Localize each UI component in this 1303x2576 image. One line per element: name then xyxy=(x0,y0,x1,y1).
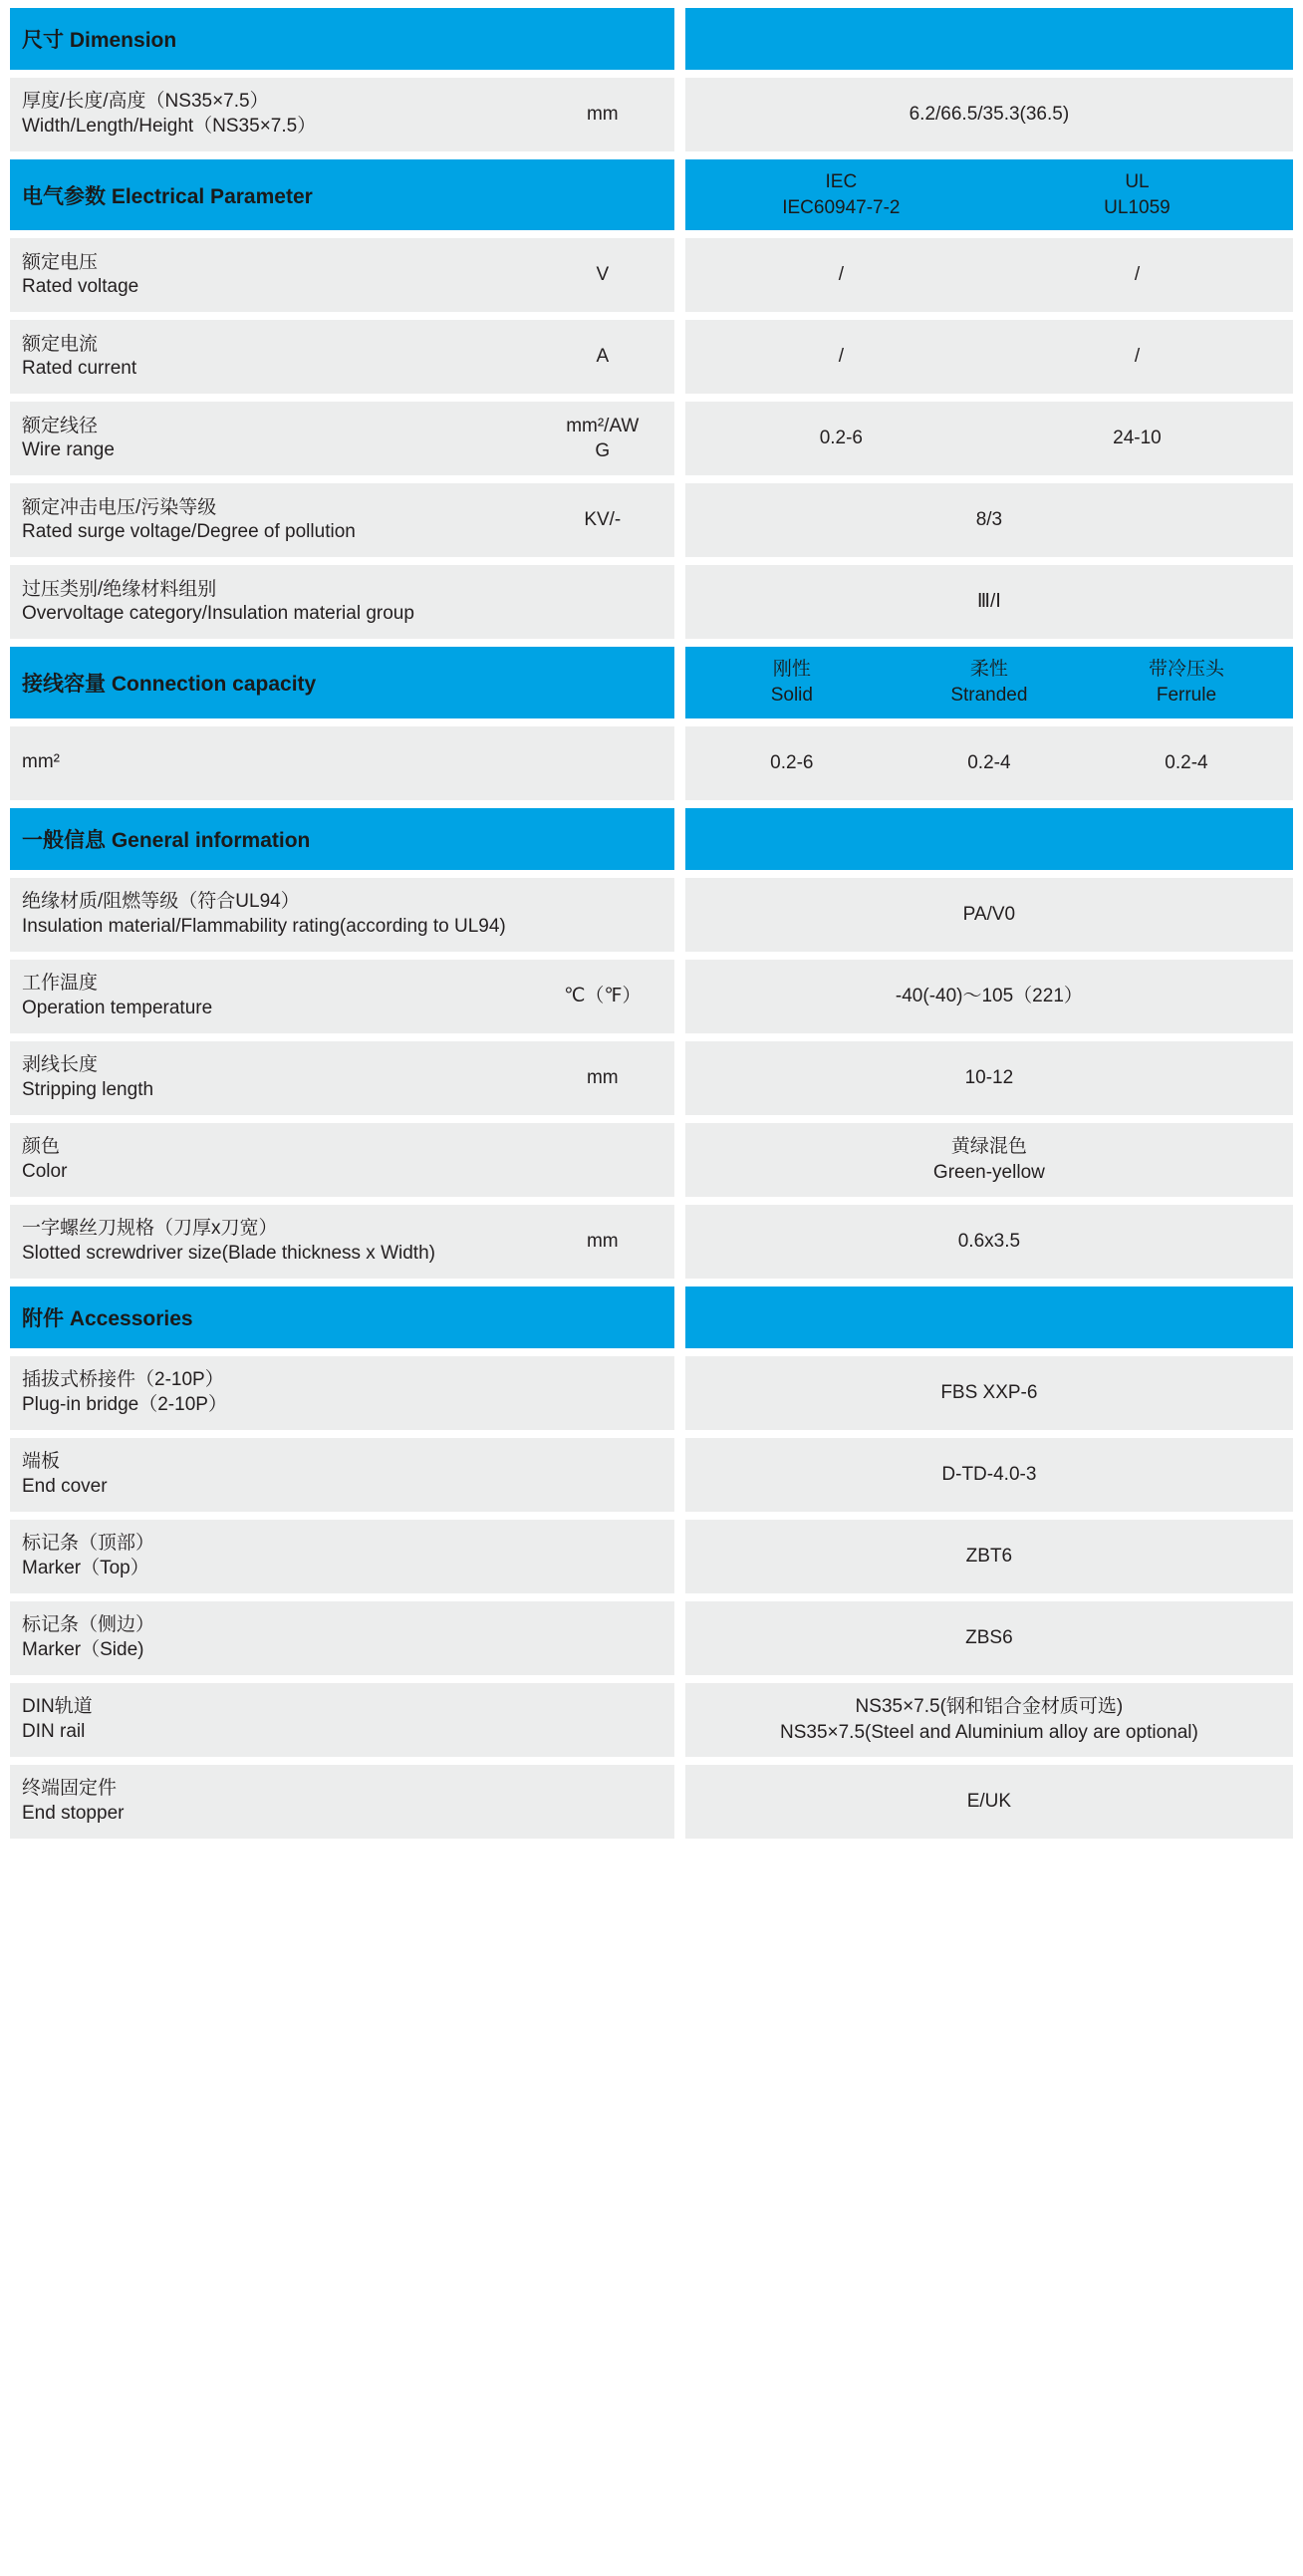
connection-header-ferrule-en: Ferrule xyxy=(1156,684,1217,706)
connection-header-solid-cn: 刚性 xyxy=(772,659,811,681)
row-label-surge-voltage xyxy=(10,483,674,557)
row-value-connection-capacity xyxy=(685,726,1293,800)
row-value-plug-in-bridge xyxy=(685,1356,1293,1430)
row-label-cn: 额定线径 xyxy=(22,415,99,436)
row-label-screwdriver xyxy=(10,1205,674,1279)
connection-header-stranded xyxy=(891,657,1088,708)
row-value: 10-12 xyxy=(964,1066,1014,1088)
connection-header-stranded-cn: 柔性 xyxy=(969,659,1008,681)
table-row xyxy=(10,1438,1293,1512)
section-header-accessories xyxy=(10,1287,1293,1348)
row-label-cn: 额定电流 xyxy=(22,333,99,355)
table-row xyxy=(10,1356,1293,1430)
section-title-electrical: 电气参数 Electrical Parameter xyxy=(10,159,674,230)
table-row xyxy=(10,1601,1293,1675)
row-label-rated-current xyxy=(10,320,674,394)
row-label-cn: 标记条（侧边） xyxy=(22,1613,155,1635)
row-label-color xyxy=(10,1123,674,1197)
row-label-cn: 一字螺丝刀规格（刀厚x刀宽） xyxy=(22,1217,278,1239)
connection-header-solid-en: Solid xyxy=(770,684,813,706)
row-label-din-rail xyxy=(10,1683,674,1757)
row-value: Ⅲ/Ⅰ xyxy=(976,591,1001,613)
row-value-iec: / xyxy=(838,264,844,286)
row-label-en: mm² xyxy=(22,751,60,773)
row-unit: mm xyxy=(586,1066,619,1088)
row-value-marker-top xyxy=(685,1520,1293,1593)
row-unit: ℃（℉） xyxy=(564,985,642,1006)
row-label-cn: 终端固定件 xyxy=(22,1777,118,1799)
standard-ul-code: UL1059 xyxy=(1104,196,1171,218)
row-label-dimension-size xyxy=(10,78,674,151)
row-value-en: NS35×7.5(Steel and Aluminium alloy are optional) xyxy=(779,1721,1198,1743)
standard-iec-name: IEC xyxy=(825,171,858,192)
table-row xyxy=(10,1765,1293,1839)
connection-header-ferrule-cn: 带冷压头 xyxy=(1148,659,1224,681)
row-value-ul: 24-10 xyxy=(1113,428,1162,449)
row-label-cn: 剥线长度 xyxy=(22,1053,99,1075)
row-label-en: Rated voltage xyxy=(22,276,139,298)
row-value-stripping-length xyxy=(685,1041,1293,1115)
row-unit-line1: mm²/AW xyxy=(566,415,640,436)
row-value xyxy=(933,1134,1045,1185)
standard-ul-name: UL xyxy=(1125,171,1150,192)
row-value: 6.2/66.5/35.3(36.5) xyxy=(909,104,1070,126)
row-label-insulation-material xyxy=(10,878,674,952)
standard-iec xyxy=(693,169,989,220)
row-label-cn: 额定电压 xyxy=(22,251,99,273)
section-title-accessories: 附件 Accessories xyxy=(10,1287,674,1348)
row-value-stranded: 0.2-4 xyxy=(967,751,1011,773)
section-header-electrical xyxy=(10,159,1293,230)
connection-headers xyxy=(685,647,1293,717)
row-unit xyxy=(543,414,662,464)
row-value-surge-voltage xyxy=(685,483,1293,557)
row-label-plug-in-bridge xyxy=(10,1356,674,1430)
row-value-rated-current xyxy=(685,320,1293,394)
row-label-en: Marker（Side) xyxy=(22,1638,144,1660)
row-value-end-stopper xyxy=(685,1765,1293,1839)
table-row xyxy=(10,726,1293,800)
standard-iec-code: IEC60947-7-2 xyxy=(782,196,901,218)
section-header-dimension xyxy=(10,8,1293,70)
row-label-marker-side xyxy=(10,1601,674,1675)
row-label-en: DIN rail xyxy=(22,1720,86,1742)
connection-header-ferrule xyxy=(1088,657,1285,708)
row-value: -40(-40)～105（221） xyxy=(895,985,1083,1006)
row-value: E/UK xyxy=(966,1790,1012,1812)
row-value-operation-temperature xyxy=(685,960,1293,1033)
row-label-connection-capacity xyxy=(10,726,674,800)
table-row xyxy=(10,565,1293,639)
row-label-en: Wire range xyxy=(22,439,115,461)
row-label-en: Overvoltage category/Insulation material group xyxy=(22,603,414,625)
section-header-general-right xyxy=(685,808,1293,870)
table-row xyxy=(10,1205,1293,1279)
row-unit: V xyxy=(596,264,610,286)
row-label-operation-temperature xyxy=(10,960,674,1033)
row-label-en: Color xyxy=(22,1160,68,1182)
section-header-accessories-right xyxy=(685,1287,1293,1348)
row-value-screwdriver xyxy=(685,1205,1293,1279)
row-value: ZBS6 xyxy=(965,1626,1013,1648)
row-label-en: Width/Length/Height（NS35×7.5） xyxy=(22,116,317,137)
row-label-cn: 插拔式桥接件（2-10P） xyxy=(22,1368,224,1390)
row-label-wire-range xyxy=(10,402,674,475)
row-value-marker-side xyxy=(685,1601,1293,1675)
row-label-cn: 工作温度 xyxy=(22,972,99,994)
row-label-en: Rated surge voltage/Degree of pollution xyxy=(22,521,356,543)
section-header-connection xyxy=(10,647,1293,717)
row-label-rated-voltage xyxy=(10,238,674,312)
row-value-cn: NS35×7.5(钢和铝合金材质可选) xyxy=(855,1695,1124,1717)
row-label-cn: 颜色 xyxy=(22,1135,61,1157)
table-row xyxy=(10,402,1293,475)
standard-ul xyxy=(989,169,1285,220)
table-row xyxy=(10,1683,1293,1757)
connection-header-stranded-en: Stranded xyxy=(950,684,1028,706)
row-label-en: Rated current xyxy=(22,358,137,380)
row-label-marker-top xyxy=(10,1520,674,1593)
row-label-en: Plug-in bridge（2-10P） xyxy=(22,1393,227,1415)
row-value-rated-voltage xyxy=(685,238,1293,312)
row-label-cn: 过压类别/绝缘材料组别 xyxy=(22,578,217,600)
row-value-color xyxy=(685,1123,1293,1197)
row-label-en: End stopper xyxy=(22,1802,125,1824)
row-value-ul: / xyxy=(1134,264,1141,286)
row-value-solid: 0.2-6 xyxy=(770,751,814,773)
row-value-iec: 0.2-6 xyxy=(819,428,863,449)
section-title-connection: 接线容量 Connection capacity xyxy=(10,647,674,717)
table-row xyxy=(10,1520,1293,1593)
row-value-cn: 黄绿混色 xyxy=(950,1135,1027,1157)
row-value xyxy=(780,1694,1198,1745)
table-row xyxy=(10,1123,1293,1197)
row-value: ZBT6 xyxy=(965,1545,1013,1567)
row-label-cn: DIN轨道 xyxy=(22,1695,93,1717)
row-label-overvoltage xyxy=(10,565,674,639)
row-value: FBS XXP-6 xyxy=(940,1381,1038,1403)
section-title-dimension: 尺寸 Dimension xyxy=(10,8,674,70)
row-label-en: Insulation material/Flammability rating(according to UL94) xyxy=(22,915,506,937)
row-unit: mm xyxy=(586,104,619,126)
row-label-en: Marker（Top） xyxy=(22,1557,149,1578)
row-label-stripping-length xyxy=(10,1041,674,1115)
table-row xyxy=(10,78,1293,151)
table-row xyxy=(10,320,1293,394)
row-value-wire-range xyxy=(685,402,1293,475)
table-row xyxy=(10,1041,1293,1115)
row-label-en: Stripping length xyxy=(22,1078,154,1100)
row-label-end-stopper xyxy=(10,1765,674,1839)
table-row xyxy=(10,238,1293,312)
row-label-en: Slotted screwdriver size(Blade thickness x Width) xyxy=(22,1242,435,1264)
table-row xyxy=(10,878,1293,952)
row-unit-line2: G xyxy=(595,440,611,462)
row-label-cn: 额定冲击电压/污染等级 xyxy=(22,496,217,518)
row-value: D-TD-4.0-3 xyxy=(941,1463,1037,1485)
row-label-en: End cover xyxy=(22,1475,108,1497)
row-unit: mm xyxy=(586,1230,619,1252)
table-row xyxy=(10,483,1293,557)
row-label-en: Operation temperature xyxy=(22,997,213,1018)
row-value-end-cover xyxy=(685,1438,1293,1512)
row-value-en: Green-yellow xyxy=(932,1161,1045,1183)
row-value-ul: / xyxy=(1134,346,1141,368)
row-value-din-rail xyxy=(685,1683,1293,1757)
row-value-iec: / xyxy=(838,346,844,368)
row-label-cn: 标记条（顶部） xyxy=(22,1532,155,1554)
row-value-ferrule: 0.2-4 xyxy=(1165,751,1208,773)
row-value-dimension-size xyxy=(685,78,1293,151)
connection-header-solid xyxy=(693,657,891,708)
table-row xyxy=(10,960,1293,1033)
section-title-general: 一般信息 General information xyxy=(10,808,674,870)
row-value-overvoltage xyxy=(685,565,1293,639)
row-label-cn: 厚度/长度/高度（NS35×7.5） xyxy=(22,91,269,113)
row-value-insulation-material xyxy=(685,878,1293,952)
section-header-dimension-right xyxy=(685,8,1293,70)
row-value: 0.6x3.5 xyxy=(957,1230,1021,1252)
row-unit: A xyxy=(596,346,610,368)
row-label-cn: 绝缘材质/阻燃等级（符合UL94） xyxy=(22,890,300,912)
row-value: 8/3 xyxy=(975,509,1003,531)
row-value: PA/V0 xyxy=(962,903,1016,925)
row-label-cn: 端板 xyxy=(22,1450,61,1472)
row-label-end-cover xyxy=(10,1438,674,1512)
section-header-general xyxy=(10,808,1293,870)
row-unit: KV/- xyxy=(584,509,622,531)
standards-header xyxy=(685,159,1293,230)
